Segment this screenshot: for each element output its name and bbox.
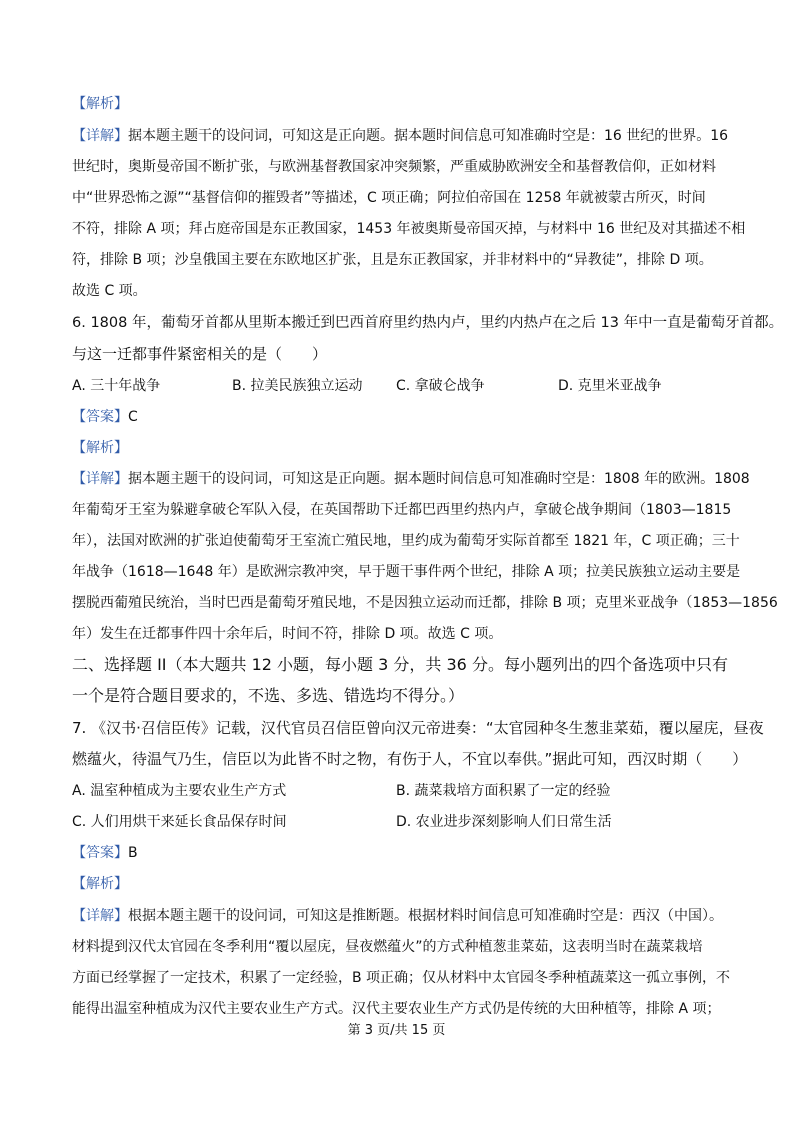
detail-label: 【详解】 [72, 471, 128, 487]
detail-line: 年葡萄牙王室为躲避拿破仑军队入侵，在英国帮助下迁都巴西里约热内卢，拿破仑战争期间（1803—1815 [72, 502, 732, 518]
q6-option-a: A. 三十年战争 [72, 378, 161, 394]
section-heading: 二、选择题 II（本大题共 12 小题，每小题 3 分，共 36 分。每小题列出的四个备选项中只有 [72, 655, 728, 674]
detail-line: 摆脱西葡殖民统治，当时巴西是葡萄牙殖民地，不是因独立运动而迁都，排除 B 项；克里米亚战争（1853—1856 [72, 595, 778, 611]
question-7-stem: 7. 《汉书·召信臣传》记载，汉代官员召信臣曾向汉元帝进奏：“太官园种冬生葱韭菜茹，覆以屋庑，昼夜 [72, 719, 764, 737]
detail-line: 【详解】根据本题主题干的设问词，可知这是推断题。根据材料时间信息可知准确时空是：西汉（中国）。 [72, 908, 723, 924]
detail-line: 不符，排除 A 项；拜占庭帝国是东正教国家，1453 年被奥斯曼帝国灭掉，与材料中 16 世纪及对其描述不相 [72, 221, 746, 237]
answer-value: C [128, 409, 138, 425]
q7-option-d: D. 农业进步深刻影响人们日常生活 [396, 814, 612, 830]
q7-option-b: B. 蔬菜栽培方面积累了一定的经验 [396, 783, 611, 799]
analysis-label: 【解析】 [72, 440, 128, 456]
answer-line [72, 407, 138, 427]
analysis-label: 【解析】 [72, 96, 128, 112]
q6-option-c: C. 拿破仑战争 [396, 378, 485, 394]
q7-option-a: A. 温室种植成为主要农业生产方式 [72, 783, 287, 799]
detail-label: 【详解】 [72, 128, 128, 144]
detail-line: 年），法国对欧洲的扩张迫使葡萄牙王室流亡殖民地，里约成为葡萄牙实际首都至 1821 年，C 项正确；三十 [72, 533, 740, 549]
q7-option-c: C. 人们用烘干来延长食品保存时间 [72, 814, 287, 830]
detail-line: 【详解】据本题主题干的设问词，可知这是正向题。据本题时间信息可知准确时空是：1808 年的欧洲。1808 [72, 471, 750, 487]
detail-line: 方面已经掌握了一定技术，积累了一定经验，B 项正确；仅从材料中太官园冬季种植蔬菜这一孤立事例，不 [72, 970, 731, 986]
detail-line: 年）发生在迁都事件四十余年后，时间不符，排除 D 项。故选 C 项。 [72, 626, 503, 642]
detail-line: 年战争（1618—1648 年）是欧洲宗教冲突，早于题干事件两个世纪，排除 A 项；拉美民族独立运动主要是 [72, 564, 741, 580]
detail-line: 故选 C 项。 [72, 283, 147, 299]
section-heading: 一个是符合题目要求的，不选、多选、错选均不得分。） [72, 686, 465, 705]
detail-line: 材料提到汉代太官园在冬季利用“覆以屋庑，昼夜燃蕴火”的方式种植葱韭菜茹，这表明当时在蔬菜栽培 [72, 939, 703, 955]
detail-line: 【详解】据本题主题干的设问词，可知这是正向题。据本题时间信息可知准确时空是：16 世纪的世界。16 [72, 128, 729, 144]
detail-line: 世纪时，奥斯曼帝国不断扩张，与欧洲基督教国家冲突频繁，严重威胁欧洲安全和基督教信仰，正如材料 [72, 159, 716, 175]
page-number: 第 3 页/共 15 页 [347, 1023, 446, 1038]
detail-line: 中“世界恐怖之源”“基督信仰的摧毁者”等描述，C 项正确；阿拉伯帝国在 1258 年就被蒙古所灭，时间 [72, 190, 706, 206]
detail-line: 符，排除 B 项；沙皇俄国主要在东欧地区扩张，且是东正教国家，并非材料中的“异教徒”，排除 D 项。 [72, 252, 713, 268]
question-7-stem: 燃蕴火，待温气乃生，信臣以为此皆不时之物，有伤于人，不宜以奉供。”据此可知，西汉时期（ ） [72, 750, 748, 768]
question-6-stem: 6. 1808 年，葡萄牙首都从里斯本搬迁到巴西首府里约热内卢，里约内热卢在之后 13 年中一直是葡萄牙首都。 [72, 315, 784, 331]
detail-label: 【详解】 [72, 908, 128, 924]
q6-option-b: B. 拉美民族独立运动 [232, 378, 363, 394]
answer-value: B [128, 845, 138, 861]
answer-label: 【答案】 [72, 845, 128, 861]
analysis-label: 【解析】 [72, 876, 128, 892]
answer-line [72, 843, 138, 863]
detail-line: 能得出温室种植成为汉代主要农业生产方式。汉代主要农业生产方式仍是传统的大田种植等，排除 A 项； [72, 1001, 721, 1017]
question-6-stem: 与这一迁都事件紧密相关的是（ ） [72, 345, 328, 363]
answer-label: 【答案】 [72, 409, 128, 425]
q6-option-d: D. 克里米亚战争 [558, 378, 662, 394]
